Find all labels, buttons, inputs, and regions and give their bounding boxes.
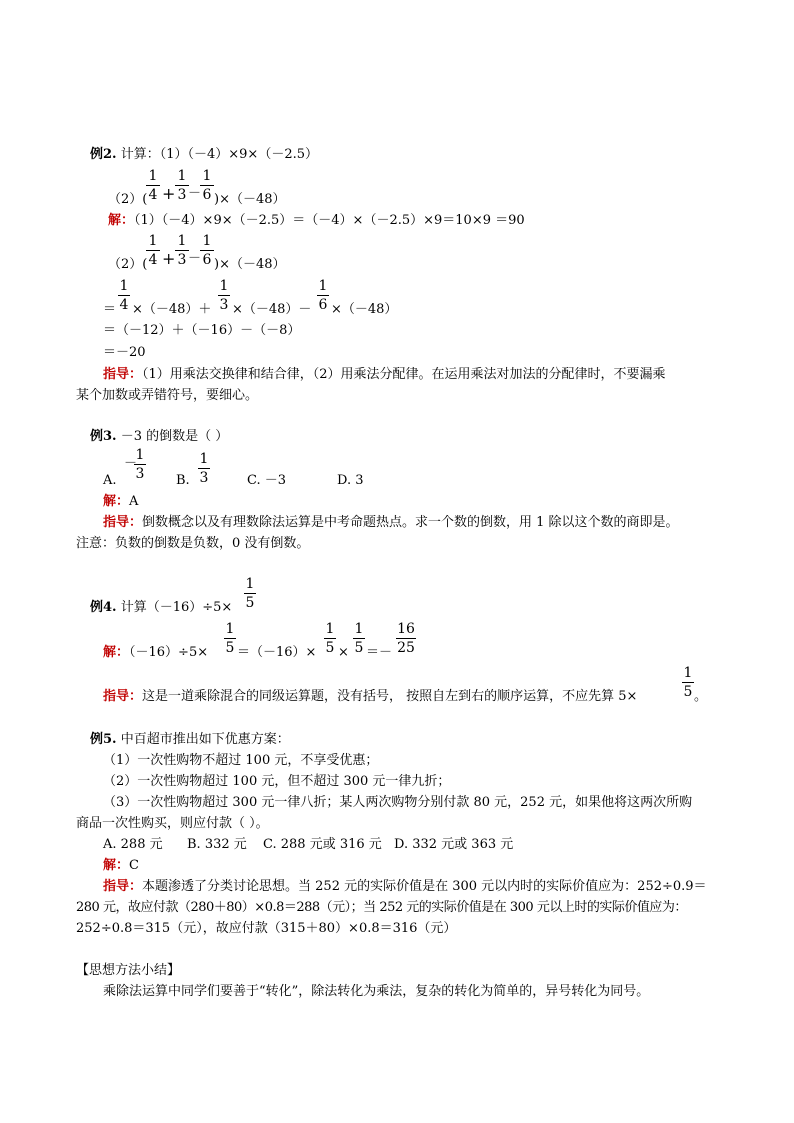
ex2-step3: ＝－20: [103, 345, 146, 360]
ex3-title: －3 的倒数是（ ）: [120, 429, 229, 444]
ex2-title: 计算：（1）（－4）×9×（－2.5）: [120, 147, 318, 162]
ex3-sol-line: [103, 493, 138, 510]
ex2-step1-a: ×（－48）＋: [132, 302, 212, 317]
ex4-sol-c: ×: [338, 645, 349, 660]
ex5-opt-b: B. 332 元: [187, 837, 247, 852]
ex4-sol-frac1: 1 5: [225, 621, 235, 656]
ex5-guide-text1: 本题渗透了分类讨论思想。当 252 元的实际价值是在 300 元以内时的实际价值应为：252÷0.9＝: [142, 879, 707, 894]
ex5-title-line: [90, 731, 290, 748]
summary-text: 乘除法运算中同学们要善于“转化”，除法转化为乘法，复杂的转化为简单的，异号转化为同号。: [103, 984, 650, 999]
ex3-opt-b-frac: 1 3: [199, 451, 209, 486]
ex4-guide-frac: 1 5: [683, 665, 693, 700]
ex4-title-frac: 1 5: [245, 576, 255, 611]
ex2-sol2-frac-sixth: 1 6: [200, 233, 214, 268]
ex4-guide-line: [103, 688, 637, 705]
ex4-sol-frac2: 1 5: [325, 621, 335, 656]
ex5-sol-label: 解：: [103, 858, 130, 873]
ex2-step1-frac-quarter: 1 4: [119, 278, 129, 313]
summary-heading: 【思想方法小结】: [76, 963, 181, 978]
ex4-sol-label: 解：: [103, 645, 130, 660]
ex3-guide-line2: 注意：负数的倒数是负数，0 没有倒数。: [76, 536, 310, 551]
ex5-sol: C: [129, 858, 139, 873]
ex4-sol-a: （－16）÷5×: [129, 645, 209, 660]
ex2-step1-c: ×（－48）: [331, 302, 398, 317]
ex5-guide-label: 指导：: [103, 879, 143, 894]
ex2-title-line: [90, 146, 318, 163]
ex2-q2-op2: －: [188, 186, 202, 201]
ex2-sol2-frac-third: 1 3: [175, 233, 189, 268]
ex5-label: 例5.: [90, 732, 117, 747]
ex5-rule2: （2）一次性购物超过 100 元，但不超过 300 元一律九折；: [103, 774, 451, 789]
ex2-sol-label: 解：: [108, 213, 135, 228]
ex5-guide-line3: 252÷0.8＝315（元），故应付款（315＋80）×0.8＝316（元）: [76, 921, 457, 936]
ex3-sol: A: [129, 494, 139, 509]
ex3-title-line: [90, 428, 228, 445]
ex2-step1-frac-third: 1 3: [219, 278, 229, 313]
ex4-label: 例4.: [90, 600, 117, 615]
ex3-opt-a-frac: 1 3: [135, 447, 145, 482]
ex4-title-line: [90, 599, 232, 616]
ex2-q2-frac-quarter: 1 4: [146, 168, 160, 203]
ex5-rule1: （1）一次性购物不超过 100 元，不享受优惠；: [103, 753, 379, 768]
ex2-guide-line2: 某个加数或弄错符号，要细心。: [76, 388, 259, 403]
ex5-guide-line1: [103, 878, 707, 895]
ex3-opt-a: A.: [103, 473, 117, 488]
ex4-guide-text: 这是一道乘除混合的同级运算题，没有括号， 按照自左到右的顺序运算，不应先算 5×: [142, 689, 638, 704]
ex2-q2-frac-third: 1 3: [175, 168, 189, 203]
ex3-opt-c: C. －3: [247, 473, 287, 488]
ex3-guide-line1: [103, 514, 679, 531]
ex4-sol-line: [103, 644, 208, 661]
ex2-sol2-prefix: （2）(: [108, 257, 148, 272]
ex5-title: 中百超市推出如下优惠方案：: [120, 732, 290, 747]
ex2-sol2-op1: +: [162, 249, 176, 268]
ex2-step1-eq: ＝: [103, 302, 117, 317]
ex3-label: 例3.: [90, 429, 117, 444]
ex2-q2-prefix: （2）(: [108, 192, 148, 207]
ex5-guide-line2: 280 元，故应付款（280＋80）×0.8＝288（元）；当 252 元的实际价值是在 300 元以上时的实际价值应为：: [76, 900, 687, 915]
ex4-sol-b: ＝（－16）×: [237, 645, 317, 660]
ex2-guide-label: 指导：: [103, 367, 143, 382]
ex3-guide-text1: 倒数概念以及有理数除法运算是中考命题热点。求一个数的倒数，用 1 除以这个数的商即是。: [142, 515, 679, 530]
ex2-step1-b: ×（－48）－: [232, 302, 312, 317]
ex2-label: 例2.: [90, 147, 117, 162]
ex5-opt-d: D. 332 元或 363 元: [394, 837, 514, 852]
ex4-sol-d: ＝－: [366, 645, 393, 660]
ex5-rule3b: 商品一次性购买，则应付款（ ）。: [76, 816, 269, 831]
ex3-guide-label: 指导：: [103, 515, 143, 530]
ex2-sol2-frac-quarter: 1 4: [146, 233, 160, 268]
ex2-step1-frac-sixth: 1 6: [318, 278, 328, 313]
ex2-q2-frac-sixth: 1 6: [200, 168, 214, 203]
ex3-opt-a-sign: －: [124, 456, 138, 471]
ex2-step2: ＝（－12）＋（－16）－（－8）: [103, 323, 301, 338]
ex2-guide-text1: （1）用乘法交换律和结合律，（2）用乘法分配律。在运用乘法对加法的分配律时，不要漏乘: [142, 367, 666, 382]
ex3-opt-b: B.: [176, 473, 190, 488]
ex3-sol-label: 解：: [103, 494, 130, 509]
ex4-sol-result-frac: 16 25: [397, 621, 415, 656]
ex4-sol-frac3: 1 5: [354, 621, 364, 656]
ex2-guide-line1: [103, 366, 666, 383]
ex5-sol-line: [103, 857, 139, 874]
ex4-title: 计算（－16）÷5×: [120, 600, 233, 615]
ex2-q2-op1: +: [162, 184, 176, 203]
ex5-rule3: （3）一次性购物超过 300 元一律八折；某人两次购物分别付款 80 元，252 元，如果他将这两次所购: [103, 795, 693, 810]
ex5-opt-c: C. 288 元或 316 元: [263, 837, 382, 852]
ex3-opt-d: D. 3: [337, 473, 364, 488]
ex4-guide-end: 。: [694, 689, 708, 704]
ex2-sol-line: [108, 212, 525, 229]
ex2-sol2-op2: －: [188, 251, 202, 266]
ex4-guide-label: 指导：: [103, 689, 143, 704]
ex5-opt-a: A. 288 元: [103, 837, 163, 852]
ex2-sol1: （1）（－4）×9×（－2.5）＝（－4）×（－2.5）×9＝10×9 ＝90: [134, 213, 525, 228]
ex2-sol2-suffix: )×（－48）: [214, 257, 286, 272]
ex2-q2-suffix: )×（－48）: [214, 192, 286, 207]
